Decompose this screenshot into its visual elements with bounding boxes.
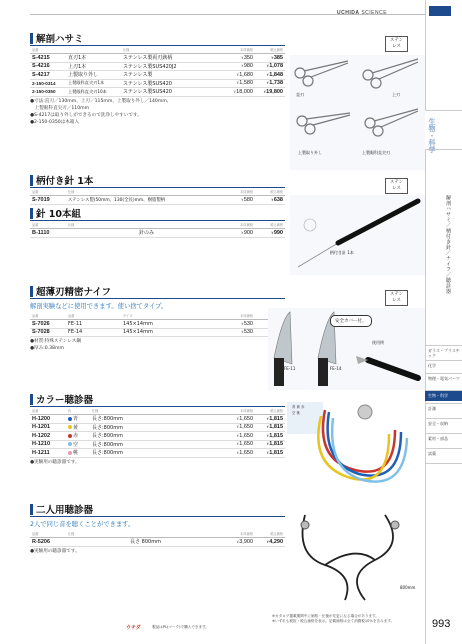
color-swatch: [68, 451, 72, 455]
table-row: H-1202 赤 長さ:800mm ¥1,650 ¥1,815: [32, 432, 283, 440]
page-number: 993: [432, 618, 451, 630]
side-tab-item[interactable]: ガラス・プラスチック: [428, 348, 460, 358]
color-swatch: [68, 434, 72, 438]
section-title: 解剖ハサミ: [36, 34, 84, 45]
section-subtitle: 解剖実験などに使用できます。使い捨てタイプ。: [30, 303, 168, 310]
table-row: 2-150-0350 上製眼科直尖刃10本 ステンレス製SUS420 ¥18,000 ¥19,800: [32, 88, 283, 96]
section-title: 柄付き針 1本: [36, 176, 94, 187]
section-needle-handle: [30, 174, 285, 205]
footer-logo-note: 製品はPL(マーク)で購入できます。: [152, 625, 209, 629]
table-row: S-7028 FE-14 145×14mm ¥530: [30, 328, 285, 337]
color-swatch: [68, 425, 72, 429]
needle-photo: [290, 195, 425, 275]
section-two-person: [30, 503, 285, 555]
pic-label: FE-11: [284, 366, 296, 371]
section-subtitle: 2人で同じ音を聴くことができます。: [30, 521, 135, 528]
table-row: S-4217 上製取り外し ステンレス製 ¥1,680 ¥1,848: [32, 71, 283, 79]
pic-label: 柄付き針 1本: [330, 250, 354, 255]
side-tab-item[interactable]: 化学: [428, 363, 436, 368]
side-tab-item[interactable]: 試薬: [428, 451, 436, 456]
color-swatch: [68, 442, 72, 446]
pic-label: 上製取り外し: [298, 150, 322, 155]
scissors-notes: ●寸法:直刃／130mm、上刃／115mm、上製取り外し／140mm、 上製眼科直尖刃／110mm ●S-4217は取り外しができるので洗浄しやすいです。 ●2-150-0350は木箱入: [30, 98, 172, 125]
two-person-notes: ●実験用の聴診器です。: [30, 548, 80, 554]
section-title: 超薄刃精密ナイフ: [36, 287, 112, 298]
safety-cover-callout: 安全カバー付。: [330, 315, 372, 327]
brand-label: UCHIDA SCIENCE: [337, 10, 388, 16]
table-row: S-7026 FE-11 145×14mm ¥530: [30, 320, 285, 329]
knife-notes: ●材質:特殊ステンレス鋼 ●厚み:0.38mm: [30, 339, 81, 351]
side-tab-item[interactable]: 計測: [428, 406, 436, 411]
pic-label: 800mm: [400, 585, 416, 590]
side-tab-item-active[interactable]: 生物・科学: [425, 391, 462, 401]
table-row: B-1110 針のみ ¥900 ¥990: [32, 229, 283, 237]
section-stethoscope: [30, 393, 285, 466]
side-tab-item[interactable]: 安全・収納: [428, 421, 448, 426]
pic-label: 上刃: [392, 92, 400, 97]
stainless-badge: ステン レス: [385, 290, 408, 306]
section-title: 針 10本組: [36, 209, 82, 220]
needle-handle-table: 品番 仕様 本体価格 税込価格 S-7019 ステンレス製(50mm、130(全長)mm、樹脂製柄 ¥580 ¥638: [32, 190, 283, 203]
scissors-table: 品番 仕様 本体価格 税込価格 S-4215 直刃1本 ステンレス製両刃鋏柄 ¥350 ¥385 S-4216 上刃1本 ステンレス製SUS420J2 ¥980 ¥1,078 S-4217 上製取り外し ステンレス製 ¥1,680 ¥1,848 2-150-0314 上製眼科直尖刃1本 ステンレス製SUS420 ¥1,580 ¥1,738 2-150-0350 上製眼科直尖刃10本 ステンレス製SUS420 ¥18,000 ¥19,800: [32, 48, 283, 96]
stethoscope-table: 品番 色 仕様 本体価格 税込価格 H-1200 青 長さ:800mm ¥1,650 ¥1,815 H-1201 黄 長さ:800mm ¥1,650 ¥1,815 H-1202 赤 長さ:800mm ¥1,650 ¥1,815 H-1210 空 長さ:800mm ¥1,650 ¥1,815 H-1211 桃 長さ:800mm ¥1,650 ¥1,815: [32, 409, 283, 457]
color-swatch: [68, 417, 72, 421]
stethoscope-photo: [285, 400, 425, 500]
section-title: カラー聴診器: [36, 395, 94, 406]
table-row: H-1211 桃 長さ:800mm ¥1,650 ¥1,815: [32, 449, 283, 457]
pic-label: 使用例: [372, 340, 384, 345]
needle-10-table: 品番 仕様 本体価格 税込価格 B-1110 針のみ ¥900 ¥990: [32, 223, 283, 237]
table-row: S-7019 ステンレス製(50mm、130(全長)mm、樹脂製柄 ¥580 ¥638: [32, 196, 283, 203]
stethoscope-notes: ●実験用の聴診器です。: [30, 459, 80, 465]
stainless-badge: ステン レス: [385, 178, 408, 194]
table-row: R-5206 長さ 800mm ¥3,900 ¥4,290: [32, 538, 283, 546]
two-person-photo: [285, 505, 425, 605]
side-index: [425, 0, 462, 644]
pic-label: 上製眼科直尖刃: [362, 150, 390, 155]
knife-table: 品番 品番 サイズ 本体価格 S-7026 FE-11 145×14mm ¥530 S-7028 FE-14 145×14mm ¥530: [30, 312, 285, 337]
pic-label: FE-14: [330, 366, 342, 371]
section-knife: [30, 285, 285, 352]
pic-label: 直刃: [296, 92, 304, 97]
table-row: H-1210 空 長さ:800mm ¥1,650 ¥1,815: [32, 441, 283, 448]
two-person-table: 品番 仕様 本体価格 税込価格 R-5206 長さ 800mm ¥3,900 ¥4,290: [32, 532, 283, 546]
section-title: 二人用聴診器: [36, 505, 94, 516]
table-row: H-1200 青 長さ:800mm ¥1,650 ¥1,815: [32, 415, 283, 423]
section-scissors: [30, 32, 285, 126]
side-tab-item[interactable]: 物理・電気パーツ: [428, 376, 460, 381]
section-needle-10: [30, 207, 285, 238]
page-header: [0, 0, 462, 30]
footer-notes: ※カタログ掲載期間中に価格・仕様が変更になる場合があります。 ※いずれも税抜・税込価格を表示。記載価格は全て消費税10%を含みます。: [272, 614, 395, 623]
side-tab-item[interactable]: 素材・部品: [428, 436, 448, 441]
footer-logo: ウチダ: [126, 625, 141, 631]
color-mini-labels: 青 黄 赤 空 桃: [292, 405, 305, 415]
side-big-label: 生物・科学: [428, 118, 436, 153]
table-row: S-4215 直刃1本 ステンレス製両刃鋏柄 ¥350 ¥385: [32, 54, 283, 62]
side-vertical-label: 解剖ハサミ／柄付き針／ナイフ／聴診器: [445, 195, 451, 294]
table-row: H-1201 黄 長さ:800mm ¥1,650 ¥1,815: [32, 424, 283, 431]
table-row: S-4216 上刃1本 ステンレス製SUS420J2 ¥980 ¥1,078: [32, 63, 283, 70]
stainless-badge: ステン レス: [385, 36, 408, 52]
table-row: 2-150-0314 上製眼科直尖刃1本 ステンレス製SUS420 ¥1,580 ¥1,738: [32, 80, 283, 87]
